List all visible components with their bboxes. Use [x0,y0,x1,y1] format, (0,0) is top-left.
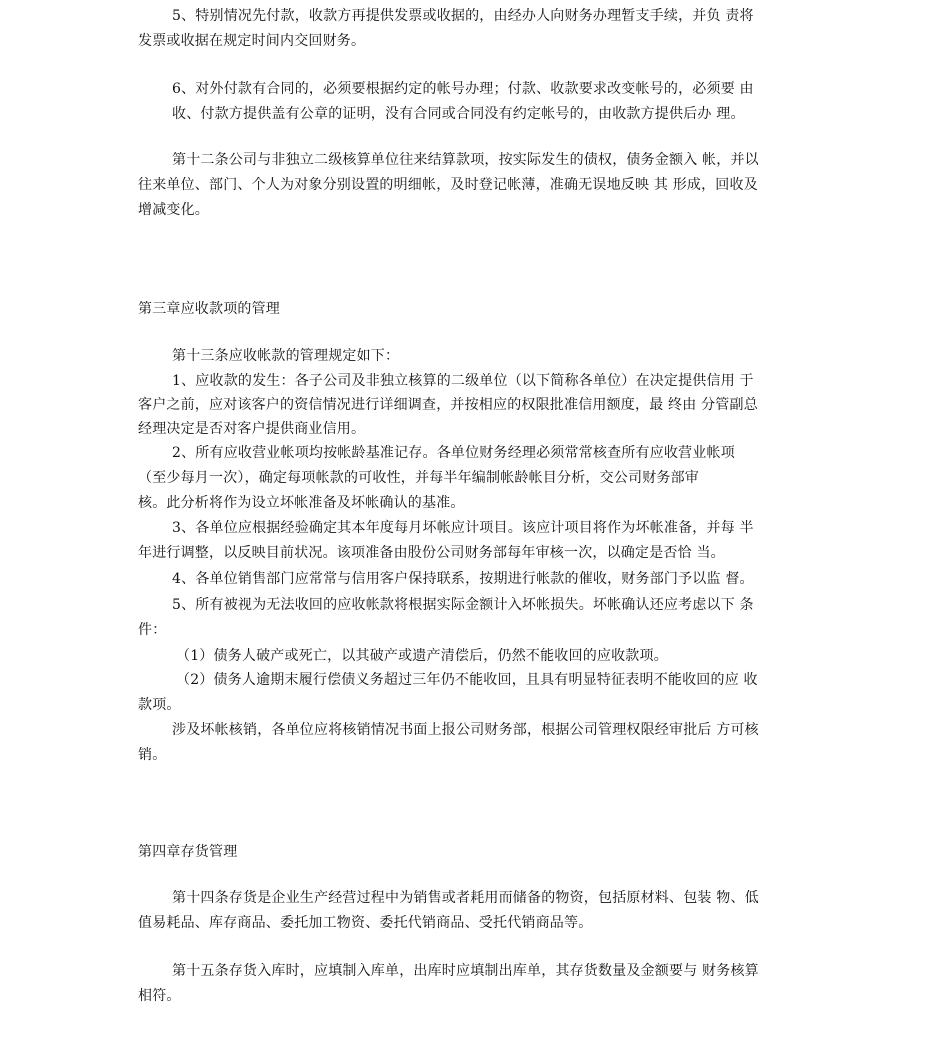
paragraph-line: 收、付款方提供盖有公章的证明，没有合同或合同没有约定帐号的，由收款方提供后办 理。 [172,106,745,122]
chapter-heading: 第三章应收款项的管理 [138,301,280,317]
paragraph-line: （至少每月一次），确定每项帐款的可收性，并每半年编制帐龄帐目分析，交公司财务部审 [138,470,699,486]
paragraph-line: 3、各单位应根据经验确定其本年度每月坏帐应计项目。该应计项目将作为坏帐准备，并每 半 [172,520,754,536]
paragraph-line: 件： [138,622,167,638]
paragraph-line: 涉及坏帐核销，各单位应将核销情况书面上报公司财务部，根据公司管理权限经审批后 方可核 [172,722,759,738]
paragraph-line: 第十二条公司与非独立二级核算单位往来结算款项，按实际发生的债权，债务金额入 帐，并以 [172,152,759,168]
paragraph-line: 客户之前，应对该客户的资信情况进行详细调查，并按相应的权限批准信用额度，最 终由 分管副总 [138,397,758,413]
paragraph-line: 年进行调整，以反映目前状况。该项准备由股份公司财务部每年审核一次，以确定是否恰 当。 [138,545,725,561]
paragraph-line: 款项。 [138,697,181,713]
paragraph-line: 4、各单位销售部门应常常与信用客户保持联系，按期进行帐款的催收，财务部门予以监 督。 [172,571,754,587]
paragraph-line: （2）债务人逾期末履行偿债义务超过三年仍不能收回，且具有明显特征表明不能收回的应 收 [176,672,758,688]
paragraph-line: 第十四条存货是企业生产经营过程中为销售或者耗用而储备的物资，包括原材料、包装 物、低 [172,890,759,906]
paragraph-line: 发票或收据在规定时间内交回财务。 [138,33,366,49]
chapter-heading: 第四章存货管理 [138,844,238,860]
paragraph-line: 相符。 [138,988,181,1004]
paragraph-line: 5、特别情况先付款，收款方再提供发票或收据的，由经办人向财务办理暂支手续，并负 责将 [172,8,754,24]
paragraph-line: 5、所有被视为无法收回的应收帐款将根据实际金额计入坏帐损失。坏帐确认还应考虑以下 条 [172,597,754,613]
paragraph-line: 第十五条存货入库时，应填制入库单，出库时应填制出库单，其存货数量及金额要与 财务核算 [172,963,759,979]
article-heading: 第十三条应收帐款的管理规定如下： [172,348,400,364]
paragraph-line: 1、应收款的发生：各子公司及非独立核算的二级单位（以下简称各单位）在决定提供信用 于 [172,373,754,389]
paragraph-line: 6、对外付款有合同的，必须要根据约定的帐号办理；付款、收款要求改变帐号的，必须要 由 [172,81,754,97]
paragraph-line: 增减变化。 [138,202,209,218]
paragraph-line: 值易耗品、库存商品、委托加工物资、委托代销商品、受托代销商品等。 [138,915,593,931]
paragraph-line: 往来单位、部门、个人为对象分别设置的明细帐，及时登记帐薄，准确无误地反映 其 形成，回收及 [138,177,758,193]
paragraph-line: （1）债务人破产或死亡，以其破产或遗产清偿后，仍然不能收回的应收款项。 [176,648,668,664]
paragraph-line: 2、所有应收营业帐项均按帐龄基准记存。各单位财务经理必须常常核查所有应收营业帐项 [172,445,735,461]
paragraph-line: 经理决定是否对客户提供商业信用。 [138,421,366,437]
paragraph-line: 核。此分析将作为设立坏帐准备及坏帐确认的基准。 [138,495,465,511]
paragraph-line: 销。 [138,747,167,763]
